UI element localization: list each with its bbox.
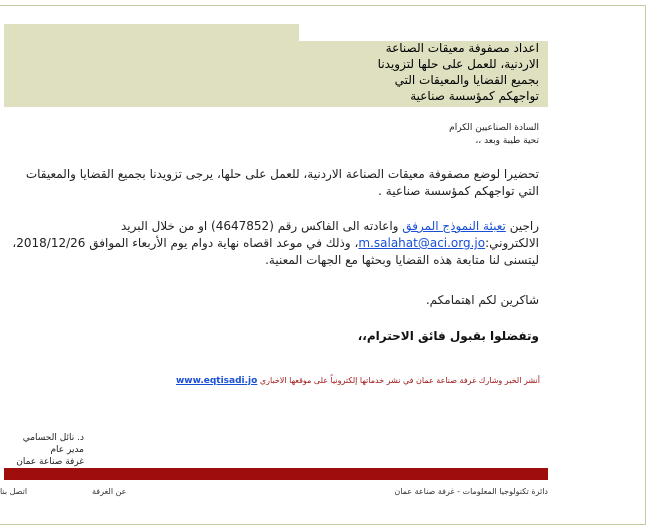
letter-body (9, 166, 539, 269)
signature-title: مدير عام (50, 445, 84, 455)
instructions-prefix: راجين (509, 219, 539, 233)
title-line: بجميع القضايا والمعيقات التي (394, 73, 539, 87)
title-line: تواجهكم كمؤسسة صناعية (410, 89, 539, 103)
footer-red-bar (4, 468, 548, 480)
share-text: أنشر الخبر وشارك غرفة صناعة عمان في نشر خدماتها إلكترونياً على موقعها الاخباري (259, 376, 540, 385)
signature-name: د. نائل الحسامي (22, 433, 84, 443)
greeting (239, 122, 539, 148)
form-link[interactable]: تعبئة النموذج المرفق (402, 219, 506, 233)
thanks-line: شاكرين لكم اهتمامكم. (425, 293, 539, 307)
signature-org: غرفة صناعة عمان (16, 457, 84, 467)
share-row (60, 376, 540, 386)
instructions-suffix: ، وذلك في موعد اقصاه نهاية دوام يوم الأربعاء الموافق 2018/12/26، ليتسنى لنا متابعة هذه القضايا وبحثها مع الجهات المعنية. (12, 236, 539, 267)
paragraph-intro: تحضيرا لوضع مصفوفة معيقات الصناعة الاردنية، للعمل على حلها، يرجى تزويدنا بجميع القضايا والمعيقات التي تواجهكم كمؤسسة صناعية . (25, 167, 539, 198)
footer-about-link[interactable]: عن الغرفة (92, 487, 127, 496)
instructions-mid: واعادته الى الفاكس رقم (4647852) او من خلال البريد الالكتروني: (120, 219, 539, 250)
footer-contact-link[interactable]: اتصل بنا (0, 487, 28, 496)
signature (0, 432, 84, 468)
footer (0, 487, 548, 501)
site-link[interactable]: www.eqtisadi.jo (175, 376, 258, 386)
newsletter-title (239, 40, 539, 104)
greeting-line: تحية طيبة وبعد ،، (475, 136, 539, 146)
paragraph-instructions (9, 218, 539, 269)
title-line: اعداد مصفوفة معيقات الصناعة (385, 41, 539, 55)
header-band-tab (4, 24, 299, 41)
footer-department: دائرة تكنولوجيا المعلومات - غرفة صناعة عمان (394, 487, 548, 496)
closing-line: وتفضلوا بقبول فائق الاحترام،، (357, 329, 539, 343)
greeting-line: السادة الصناعيين الكرام (449, 123, 539, 133)
title-line: الاردنية، للعمل على حلها لتزويدنا (377, 57, 539, 71)
email-link[interactable]: m.salahat@aci.org.jo (358, 236, 486, 250)
